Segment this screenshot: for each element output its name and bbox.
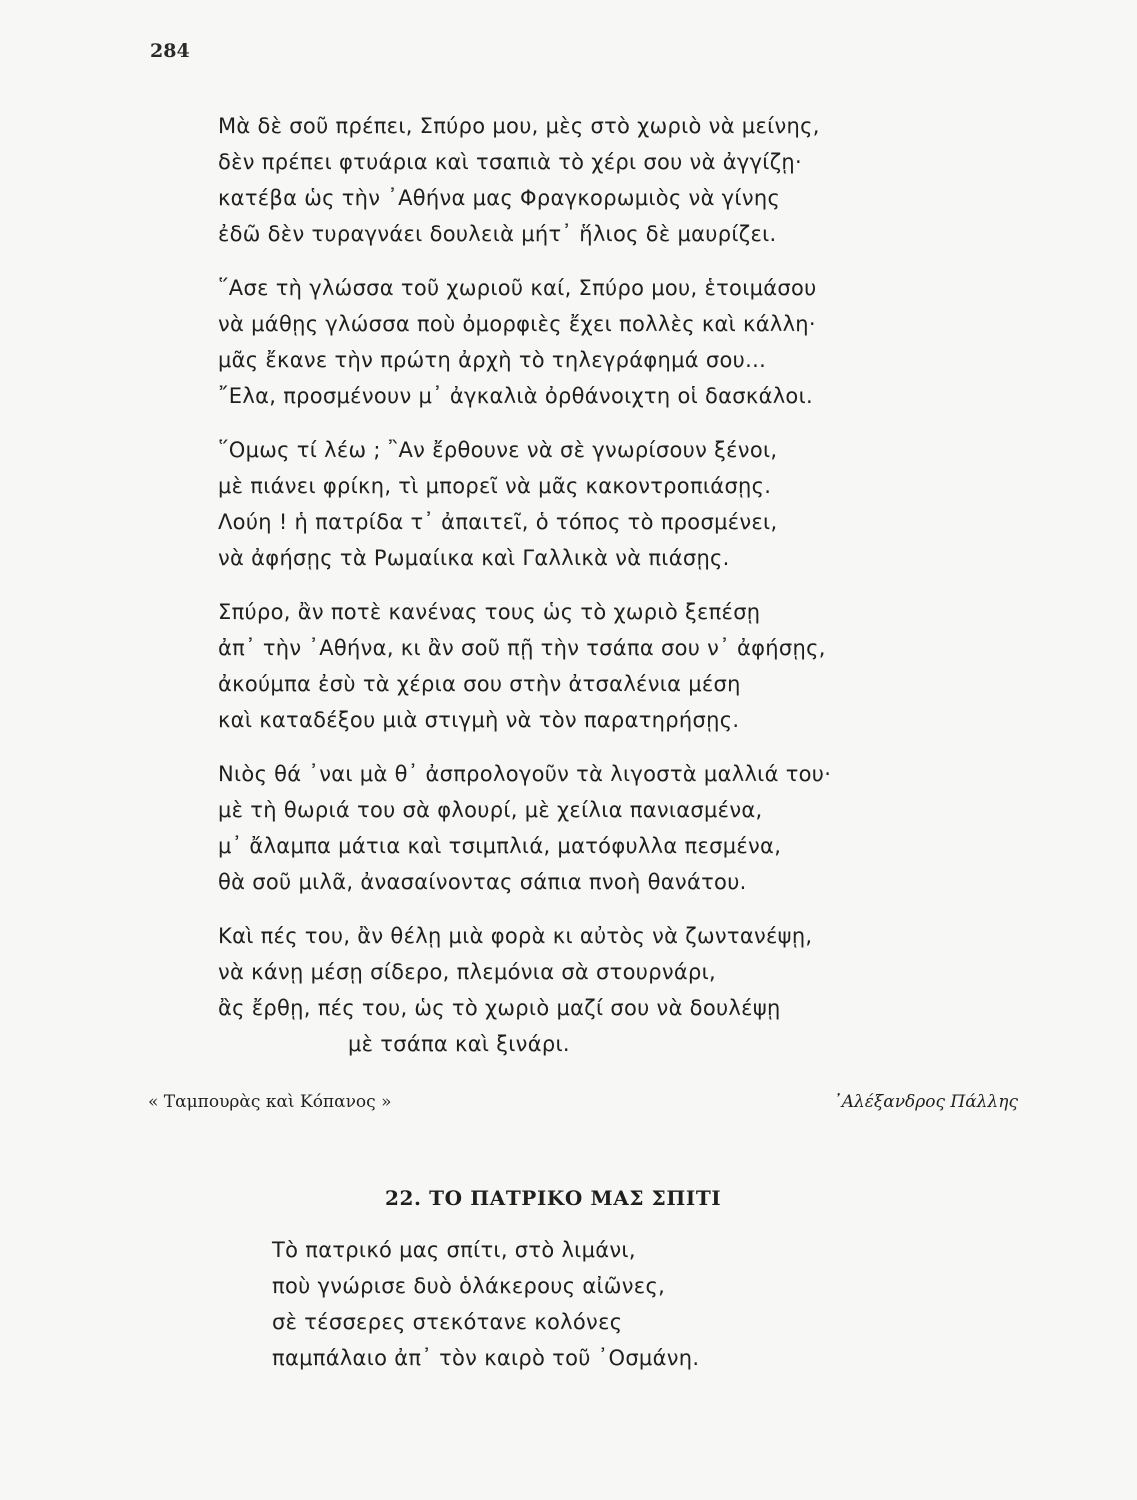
source-work-title: « Ταμπουρὰς καὶ Κόπανος » [148,1092,392,1112]
stanza-6 [218,918,1038,1062]
verse-line: σὲ τέσσερες στεκότανε κολόνες [272,1310,623,1334]
stanza-1 [218,108,1038,252]
verse-line: μᾶς ἔκανε τὴν πρώτη ἀρχὴ τὸ τηλεγράφημά σου... [218,348,767,372]
stanza-5 [218,756,1038,900]
verse-line: ῎Ελα, προσμένουν μ᾿ ἀγκαλιὰ ὀρθάνοιχτη οἱ δασκάλοι. [218,384,813,408]
verse-line: μ᾿ ἄλαμπα μάτια καὶ τσιμπλιά, ματόφυλλα πεσμένα, [218,834,782,858]
verse-line: Σπύρο, ἂν ποτὲ κανένας τους ὡς τὸ χωριὸ ξεπέσῃ [218,600,761,624]
verse-line-final: μὲ τσάπα καὶ ξινάρι. [348,1032,570,1056]
verse-line: θὰ σοῦ μιλᾶ, ἀνασαίνοντας σάπια πνοὴ θανάτου. [218,870,747,894]
verse-line: νὰ ἀφήσῃς τὰ Ρωμαίικα καὶ Γαλλικὰ νὰ πιάσῃς. [218,546,730,570]
verse-line: Μὰ δὲ σοῦ πρέπει, Σπύρο μου, μὲς στὸ χωριὸ νὰ μείνης, [218,114,820,138]
stanza-2 [218,270,1038,414]
verse-line: κατέβα ὡς τὴν ᾿Αθήνα μας Φραγκορωμιὸς νὰ γίνης [218,186,781,210]
verse-line: νὰ κάνῃ μέσῃ σίδερο, πλεμόνια σὰ στουρνάρι, [218,960,717,984]
verse-line: ἀπ᾿ τὴν ᾿Αθήνα, κι ἂν σοῦ πῇ τὴν τσάπα σου ν᾿ ἀφήσῃς, [218,636,826,660]
poem-alexandros-pallis [218,108,1038,1080]
verse-line: νὰ μάθῃς γλώσσα ποὺ ὀμορφιὲς ἔχει πολλὲς καὶ κάλλη· [218,312,816,336]
verse-line: Λούη ! ἡ πατρίδα τ᾿ ἀπαιτεῖ, ὁ τόπος τὸ προσμένει, [218,510,778,534]
verse-line: Νιὸς θά ᾿ναι μὰ θ᾿ ἀσπρολογοῦν τὰ λιγοστὰ μαλλιά του· [218,762,832,786]
stanza-3 [218,432,1038,576]
verse-line: ποὺ γνώρισε δυὸ ὁλάκερους αἰῶνες, [272,1274,666,1298]
verse-line: ἀκούμπα ἐσὺ τὰ χέρια σου στὴν ἀτσαλένια μέση [218,672,741,696]
verse-line: ῞Ασε τὴ γλώσσα τοῦ χωριοῦ καί, Σπύρο μου, ἑτοιμάσου [218,276,817,300]
section-heading: 22. ΤΟ ΠΑΤΡΙΚΟ ΜΑΣ ΣΠΙΤΙ [385,1186,722,1210]
source-author: ᾿Αλέξανδρος Πάλλης [833,1092,1018,1112]
verse-line: καὶ καταδέξου μιὰ στιγμὴ νὰ τὸν παρατηρήσῃς. [218,708,740,732]
verse-line: Καὶ πές του, ἂν θέλῃ μιὰ φορὰ κι αὐτὸς νὰ ζωντανέψῃ, [218,924,813,948]
verse-line: μὲ πιάνει φρίκη, τὶ μπορεῖ νὰ μᾶς κακοντροπιάσῃς. [218,474,772,498]
verse-line: Τὸ πατρικό μας σπίτι, στὸ λιμάνι, [272,1238,636,1262]
verse-line: ἂς ἔρθῃ, πές του, ὡς τὸ χωριὸ μαζί σου νὰ δουλέψῃ [218,996,781,1020]
poem-patriko-mas-spiti [272,1232,992,1376]
verse-line: δὲν πρέπει φτυάρια καὶ τσαπιὰ τὸ χέρι σου νὰ ἀγγίζῃ· [218,150,803,174]
page-number: 284 [150,40,190,62]
verse-line: ἐδῶ δὲν τυραγνάει δουλειὰ μήτ᾿ ἥλιος δὲ μαυρίζει. [218,222,777,246]
verse-line: μὲ τὴ θωριά του σὰ φλουρί, μὲ χείλια πανιασμένα, [218,798,763,822]
verse-line: ῞Ομως τί λέω ; ῍Αν ἔρθουνε νὰ σὲ γνωρίσουν ξένοι, [218,438,778,462]
source-citation [148,1092,1018,1122]
stanza-4 [218,594,1038,738]
verse-line: παμπάλαιο ἀπ᾿ τὸν καιρὸ τοῦ ᾿Οσμάνη. [272,1346,700,1370]
